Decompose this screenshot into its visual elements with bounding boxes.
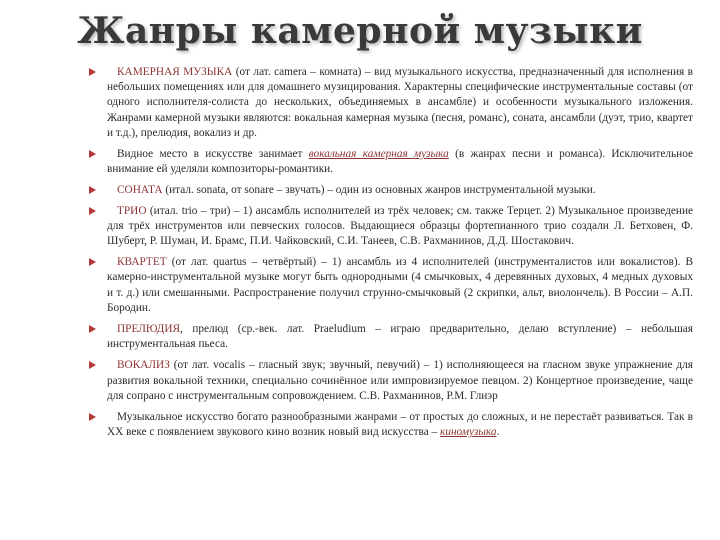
vocal-text-before: Видное место в искусстве занимает <box>117 148 309 161</box>
term-quartet: КВАРТЕТ <box>117 256 167 269</box>
definition-sonata: (итал. sonata, от sonare – звучать) – один из основных жанров инструментальной музыки. <box>162 184 596 197</box>
term-prelude: ПРЕЛЮДИЯ <box>117 323 181 336</box>
term-vocalise: ВОКАЛИЗ <box>117 359 170 372</box>
paragraph-quartet <box>89 255 693 316</box>
paragraph-text <box>107 65 693 141</box>
definition-prelude: , прелюд (ср.-век. лат. Praeludium – играю предварительно, делаю вступление) – небольшая инструментальная пьеса. <box>107 323 693 351</box>
term-sonata: СОНАТА <box>117 184 163 197</box>
slide-content <box>89 65 693 446</box>
vocal-text-after: (в жанрах песни и романса). Исключительное внимание ей уделяли композиторы-романтики. <box>107 148 693 176</box>
closing-end: . <box>496 426 500 439</box>
paragraph-text <box>107 410 693 440</box>
paragraph-sonata <box>89 183 693 198</box>
paragraph-text <box>107 255 693 316</box>
slide-title: Жанры камерной музыки <box>77 10 643 52</box>
definition-trio: (итал. trio – три) – 1) ансамбль исполнителей из трёх человек; см. также Терцет. 2) Музыкальное произведение для трёх инструментов или певческих голосов. Выдающиеся образцы фортепианного трио создали Л. Бетховен, Ф. Шуберт, Р. Шуман, И. Брамс, П.И. Чайковский, С.И. Танеев, С.В. Рахманинов, Д.Д. Шостакович. <box>107 204 693 248</box>
paragraph-vocalise <box>89 358 693 404</box>
paragraph-vocal-chamber-music <box>89 147 693 177</box>
definition-quartet: (от лат. quartus – четвёртый) – 1) ансамбль из 4 исполнителей (инструменталистов или вокалистов). В камерно-инструментальной музыке могут быть однородными (4 смычковых, 4 деревянных духовых, 4 медных духовых и т. д.) или смешанными. Распространение получил струнно-смычковый (2 скрипки, альт, виолончель). В России – А.П. Бородин. <box>107 256 693 314</box>
definition-chamber-music: (от лат. camera – комната) – вид музыкального искусства, предназначенный для исполнения в небольших помещениях или для домашнего музицирования. Характерны специфические инструментальные составы (от одного исполнителя-солиста до нескольких, объединяемых в ансамбле) и особенности музыкального изложения. Жанрами камерной музыки являются: вокальная камерная музыка (песня, романс), соната, ансамбли (дуэт, трио, квартет и т.д.), прелюдия, вокализ и др. <box>107 66 693 139</box>
term-trio: ТРИО <box>117 204 147 217</box>
paragraph-chamber-music <box>89 65 693 141</box>
paragraph-prelude <box>89 322 693 352</box>
emphasis-film-music: киномузыка <box>440 426 497 439</box>
paragraph-trio <box>89 204 693 250</box>
paragraph-text <box>107 204 693 250</box>
definition-vocalise: (от лат. vocalis – гласный звук; звучный, певучий) – 1) исполняющееся на гласном звуке упражнение для развития вокальной техники, специально сочинённое или импровизируемое певцом. 2) Концертное произведение, чаще для сопрано с инструментальным сопровождением. С.В. Рахманинов, Р.М. Глиэр <box>107 359 693 402</box>
emphasis-vocal-chamber-music: вокальная камерная музыка <box>308 148 449 161</box>
paragraph-text <box>107 358 693 404</box>
paragraph-text <box>107 147 693 177</box>
closing-text: Музыкальное искусство богато разнообразными жанрами – от простых до сложных, и не перестаёт развиваться. Так в XX веке с появлением звукового кино возник новый вид искусства – <box>107 411 693 439</box>
paragraph-text <box>107 322 693 352</box>
term-chamber-music: КАМЕРНАЯ МУЗЫКА <box>117 66 233 78</box>
paragraph-text <box>107 183 693 198</box>
paragraph-closing <box>89 410 693 440</box>
